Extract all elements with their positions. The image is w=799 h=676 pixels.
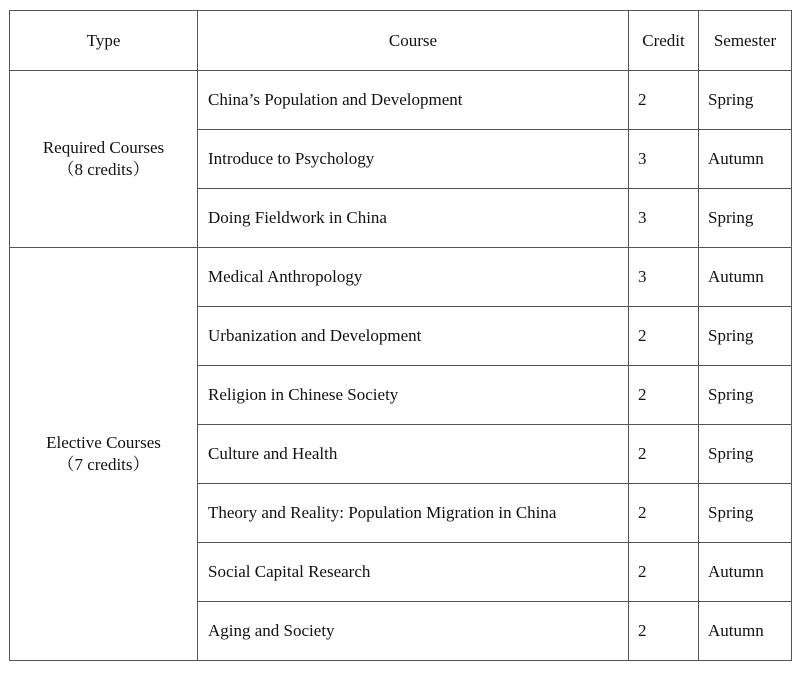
course-cell: Doing Fieldwork in China [198, 189, 629, 248]
semester-cell: Spring [699, 307, 792, 366]
semester-cell: Spring [699, 189, 792, 248]
course-table [9, 10, 792, 661]
course-table-container [9, 10, 792, 661]
course-cell: Culture and Health [198, 425, 629, 484]
header-course: Course [198, 11, 629, 71]
header-credit: Credit [629, 11, 699, 71]
course-cell: Social Capital Research [198, 543, 629, 602]
header-type: Type [10, 11, 198, 71]
semester-cell: Autumn [699, 543, 792, 602]
type-cell-elective [10, 248, 198, 661]
credit-cell: 2 [629, 602, 699, 661]
credit-cell: 2 [629, 425, 699, 484]
semester-cell: Spring [699, 366, 792, 425]
credit-cell: 2 [629, 71, 699, 130]
header-row [10, 11, 792, 71]
table-row [10, 71, 792, 130]
credit-cell: 3 [629, 248, 699, 307]
semester-cell: Spring [699, 484, 792, 543]
type-name: Elective Courses [46, 433, 161, 452]
course-cell: Religion in Chinese Society [198, 366, 629, 425]
type-credits: （7 credits） [57, 455, 150, 474]
course-cell: Medical Anthropology [198, 248, 629, 307]
table-row [10, 248, 792, 307]
semester-cell: Spring [699, 425, 792, 484]
credit-cell: 2 [629, 307, 699, 366]
semester-cell: Autumn [699, 248, 792, 307]
type-credits: （8 credits） [57, 160, 150, 179]
type-name: Required Courses [42, 138, 165, 157]
header-semester: Semester [699, 11, 792, 71]
credit-cell: 3 [629, 189, 699, 248]
course-cell: China’s Population and Development [198, 71, 629, 130]
semester-cell: Autumn [699, 130, 792, 189]
type-cell-required [10, 71, 198, 248]
credit-cell: 3 [629, 130, 699, 189]
credit-cell: 2 [629, 484, 699, 543]
course-cell: Urbanization and Development [198, 307, 629, 366]
course-cell: Introduce to Psychology [198, 130, 629, 189]
semester-cell: Autumn [699, 602, 792, 661]
credit-cell: 2 [629, 543, 699, 602]
course-cell: Aging and Society [198, 602, 629, 661]
semester-cell: Spring [699, 71, 792, 130]
course-cell: Theory and Reality: Population Migration in China [198, 484, 629, 543]
credit-cell: 2 [629, 366, 699, 425]
